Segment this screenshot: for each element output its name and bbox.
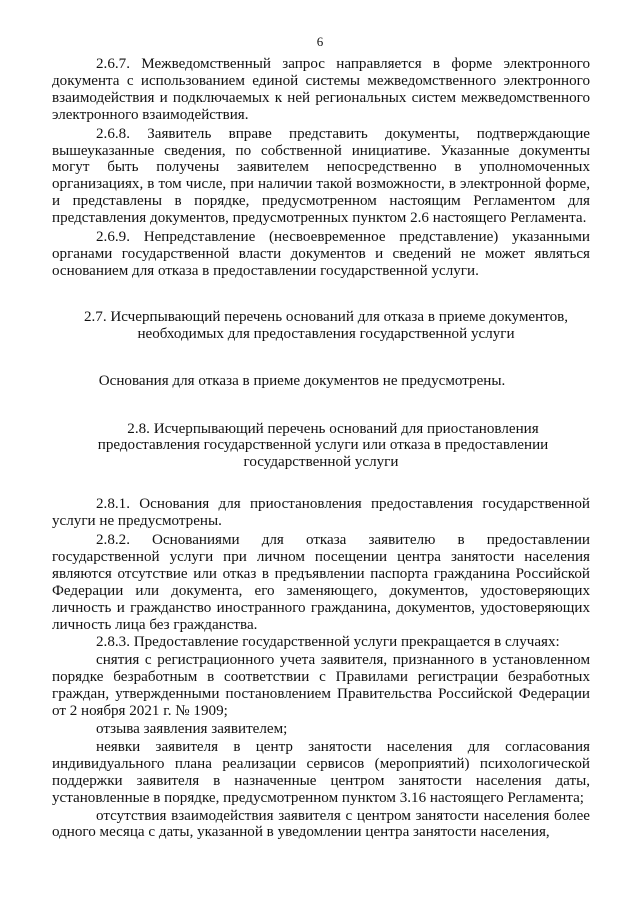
paragraph-2-6-7: 2.6.7. Межведомственный запрос направляется в форме электронного документа с использованием единой системы межведомственного электронного взаимодействия и подключаемых к ней региональных систем межведомственного электронного взаимодействия. xyxy=(52,56,590,123)
paragraph-2-8-3: 2.8.3. Предоставление государственной услуги прекращается в случаях: xyxy=(96,634,560,651)
heading-2-7-line-2: необходимых для предоставления государственной услуги xyxy=(137,325,515,342)
heading-2-8 xyxy=(52,421,590,472)
page-number: 6 xyxy=(316,34,324,49)
paragraph-2-8-1: 2.8.1. Основания для приостановления предоставления государственной услуги не предусмотрены. xyxy=(52,496,590,530)
heading-2-7-line-1: 2.7. Исчерпывающий перечень оснований для отказа в приеме документов, xyxy=(83,308,569,325)
paragraph-2-6-9: 2.6.9. Непредставление (несвоевременное представление) указанными органами государственной власти документов и сведений не может являться основанием для отказа в предоставлении государственной услуги. xyxy=(52,229,590,279)
case-non-appearance: неявки заявителя в центр занятости населения для согласования индивидуального плана реализации сервисов (мероприятий) психологической поддержки заявителя в назначенные центром занятости населения даты, установленные в порядке, предусмотренном пунктом 3.16 настоящего Регламента; xyxy=(52,738,590,806)
heading-2-8-line-3: государственной услуги xyxy=(243,454,399,471)
paragraph-2-7-text: Основания для отказа в приеме документов не предусмотрены. xyxy=(98,372,506,389)
heading-2-8-line-1: 2.8. Исчерпывающий перечень оснований для приостановления xyxy=(127,420,539,437)
paragraph-2-6-8: 2.6.8. Заявитель вправе представить документы, подтверждающие вышеуказанные сведения, по собственной инициативе. Указанные документы могут быть получены заявителем непосредственно в уполномоченных организациях, в том числе, при наличии такой возможности, в электронной форме, и представлены в порядке, предусмотренном настоящим Регламентом для представления документов, предусмотренных пунктом 2.6 настоящего Регламента. xyxy=(52,125,590,227)
document-body xyxy=(52,56,590,841)
paragraph-2-8-2: 2.8.2. Основаниями для отказа заявителю в предоставлении государственной услуги при личном посещении центра занятости населения являются отсутствие или отказ в предъявлении паспорта гражданина Российской Федерации или документа, его заменяющего, документов, удостоверяющих личность и гражданство иностранного гражданина, документов, удостоверяющих личность лица без гражданства. xyxy=(52,532,590,633)
heading-2-7 xyxy=(52,309,590,343)
case-deregistration: снятия с регистрационного учета заявителя, признанного в установленном порядке безработным в соответствии с Правилами регистрации безработных граждан, утвержденными постановлением Правительства Российской Федерации от 2 ноября 2021 г. № 1909; xyxy=(52,652,590,720)
heading-2-8-line-2: предоставления государственной услуги или отказа в предоставлении xyxy=(97,437,549,454)
case-withdrawal: отзыва заявления заявителем; xyxy=(96,721,288,737)
case-no-interaction: отсутствия взаимодействия заявителя с центром занятости населения более одного месяца с даты, указанной в уведомлении центра занятости населения, xyxy=(52,807,590,841)
